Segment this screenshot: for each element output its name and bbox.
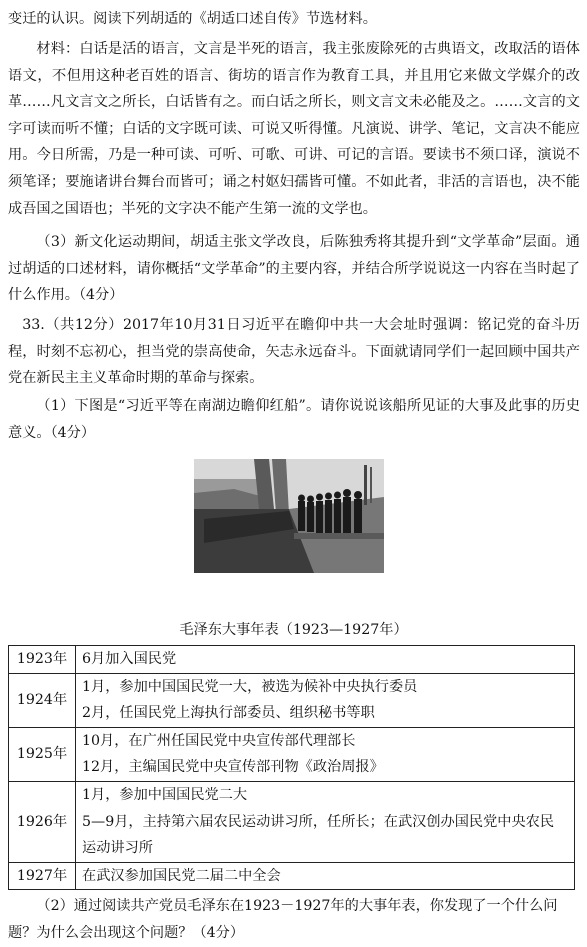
event-cell: 1月，参加中国国民党一大，被选为候补中央执行委员 <box>76 673 575 700</box>
timeline-table-title: 毛泽东大事年表（1923—1927年） <box>179 622 408 638</box>
question-32-3-text: （3）新文化运动期间，胡适主张文学改良，后陈独秀将其提升到“文学革命”层面。通过胡适的口述材料，请你概括“文学革命”的主要内容，并结合所学说说这一内容在当时起了什么作用。（4分） <box>8 234 580 304</box>
question-33-header <box>8 312 580 392</box>
intro-block <box>8 6 580 33</box>
table-row <box>9 809 575 863</box>
material-text: 材料：白话是活的语言，文言是半死的语言，我主张废除死的古典语文，改取活的语体语文，不但用这种老百姓的语言、街坊的语言作为教育工具，并且用它来做文学媒介的改革……凡文言文之所长，白话皆有之。而白话之所长，则文言文未必能及之。……文言的文字可读而听不懂；白话的文字既可读、可说又听得懂。凡演说、讲学、笔记，文言决不能应用。今日所需，乃是一种可读、可听、可歌、可讲、可记的言语。要读书不须口译，演说不须笔译；要施诸讲台舞台而皆可；诵之村妪妇孺皆可懂。不如此者，非活的言语也，决不能成吾国之国语也；半死的文字决不能产生第一流的文学也。 <box>8 41 580 217</box>
question-33-2 <box>8 893 580 946</box>
material-block <box>8 36 580 222</box>
red-boat-photo <box>194 459 384 573</box>
question-33-1-text: （1）下图是“习近平等在南湖边瞻仰红船”。请你说说该船所见证的大事及此事的历史意义。（4分） <box>8 398 580 441</box>
table-row <box>9 727 575 754</box>
event-cell: 在武汉参加国民党二届二中全会 <box>76 862 575 890</box>
question-33-2-text: （2）通过阅读共产党员毛泽东在1923－1927年的大事年表，你发现了一个什么问题？为什么会出现这个问题？（4分） <box>8 898 558 941</box>
year-cell: 1927年 <box>9 862 76 890</box>
event-cell: 5—9月，主持第六届农民运动讲习所，任所长；在武汉创办国民党中央农民运动讲习所 <box>76 809 575 863</box>
year-cell: 1926年 <box>9 781 76 862</box>
table-row <box>9 754 575 781</box>
table-row <box>9 862 575 890</box>
event-cell: 10月，在广州任国民党中央宣传部代理部长 <box>76 727 575 754</box>
table-row <box>9 646 575 674</box>
intro-line: 变迁的认识。阅读下列胡适的《胡适口述自传》节选材料。 <box>8 11 377 27</box>
table-row <box>9 781 575 808</box>
event-cell: 1月，参加中国国民党二大 <box>76 781 575 808</box>
year-cell: 1925年 <box>9 727 76 781</box>
photo-illustration <box>194 459 384 573</box>
year-cell: 1924年 <box>9 673 76 727</box>
question-33-header-text: 33.（共12分）2017年10月31日习近平在瞻仰中共一大会址时强调：铭记党的奋斗历程，时刻不忘初心，担当党的崇高使命，矢志永远奋斗。下面就请同学们一起回顾中国共产党在新民主主义革命时期的革命与探索。 <box>8 317 580 387</box>
timeline-table <box>8 645 575 890</box>
year-cell: 1923年 <box>9 646 76 674</box>
event-cell: 2月，任国民党上海执行部委员、组织秘书等职 <box>76 700 575 727</box>
table-row <box>9 673 575 700</box>
event-cell: 6月加入国民党 <box>76 646 575 674</box>
table-row <box>9 700 575 727</box>
question-32-3 <box>8 229 580 309</box>
question-33-1 <box>8 393 580 446</box>
event-cell: 12月，主编国民党中央宣传部刊物《政治周报》 <box>76 754 575 781</box>
